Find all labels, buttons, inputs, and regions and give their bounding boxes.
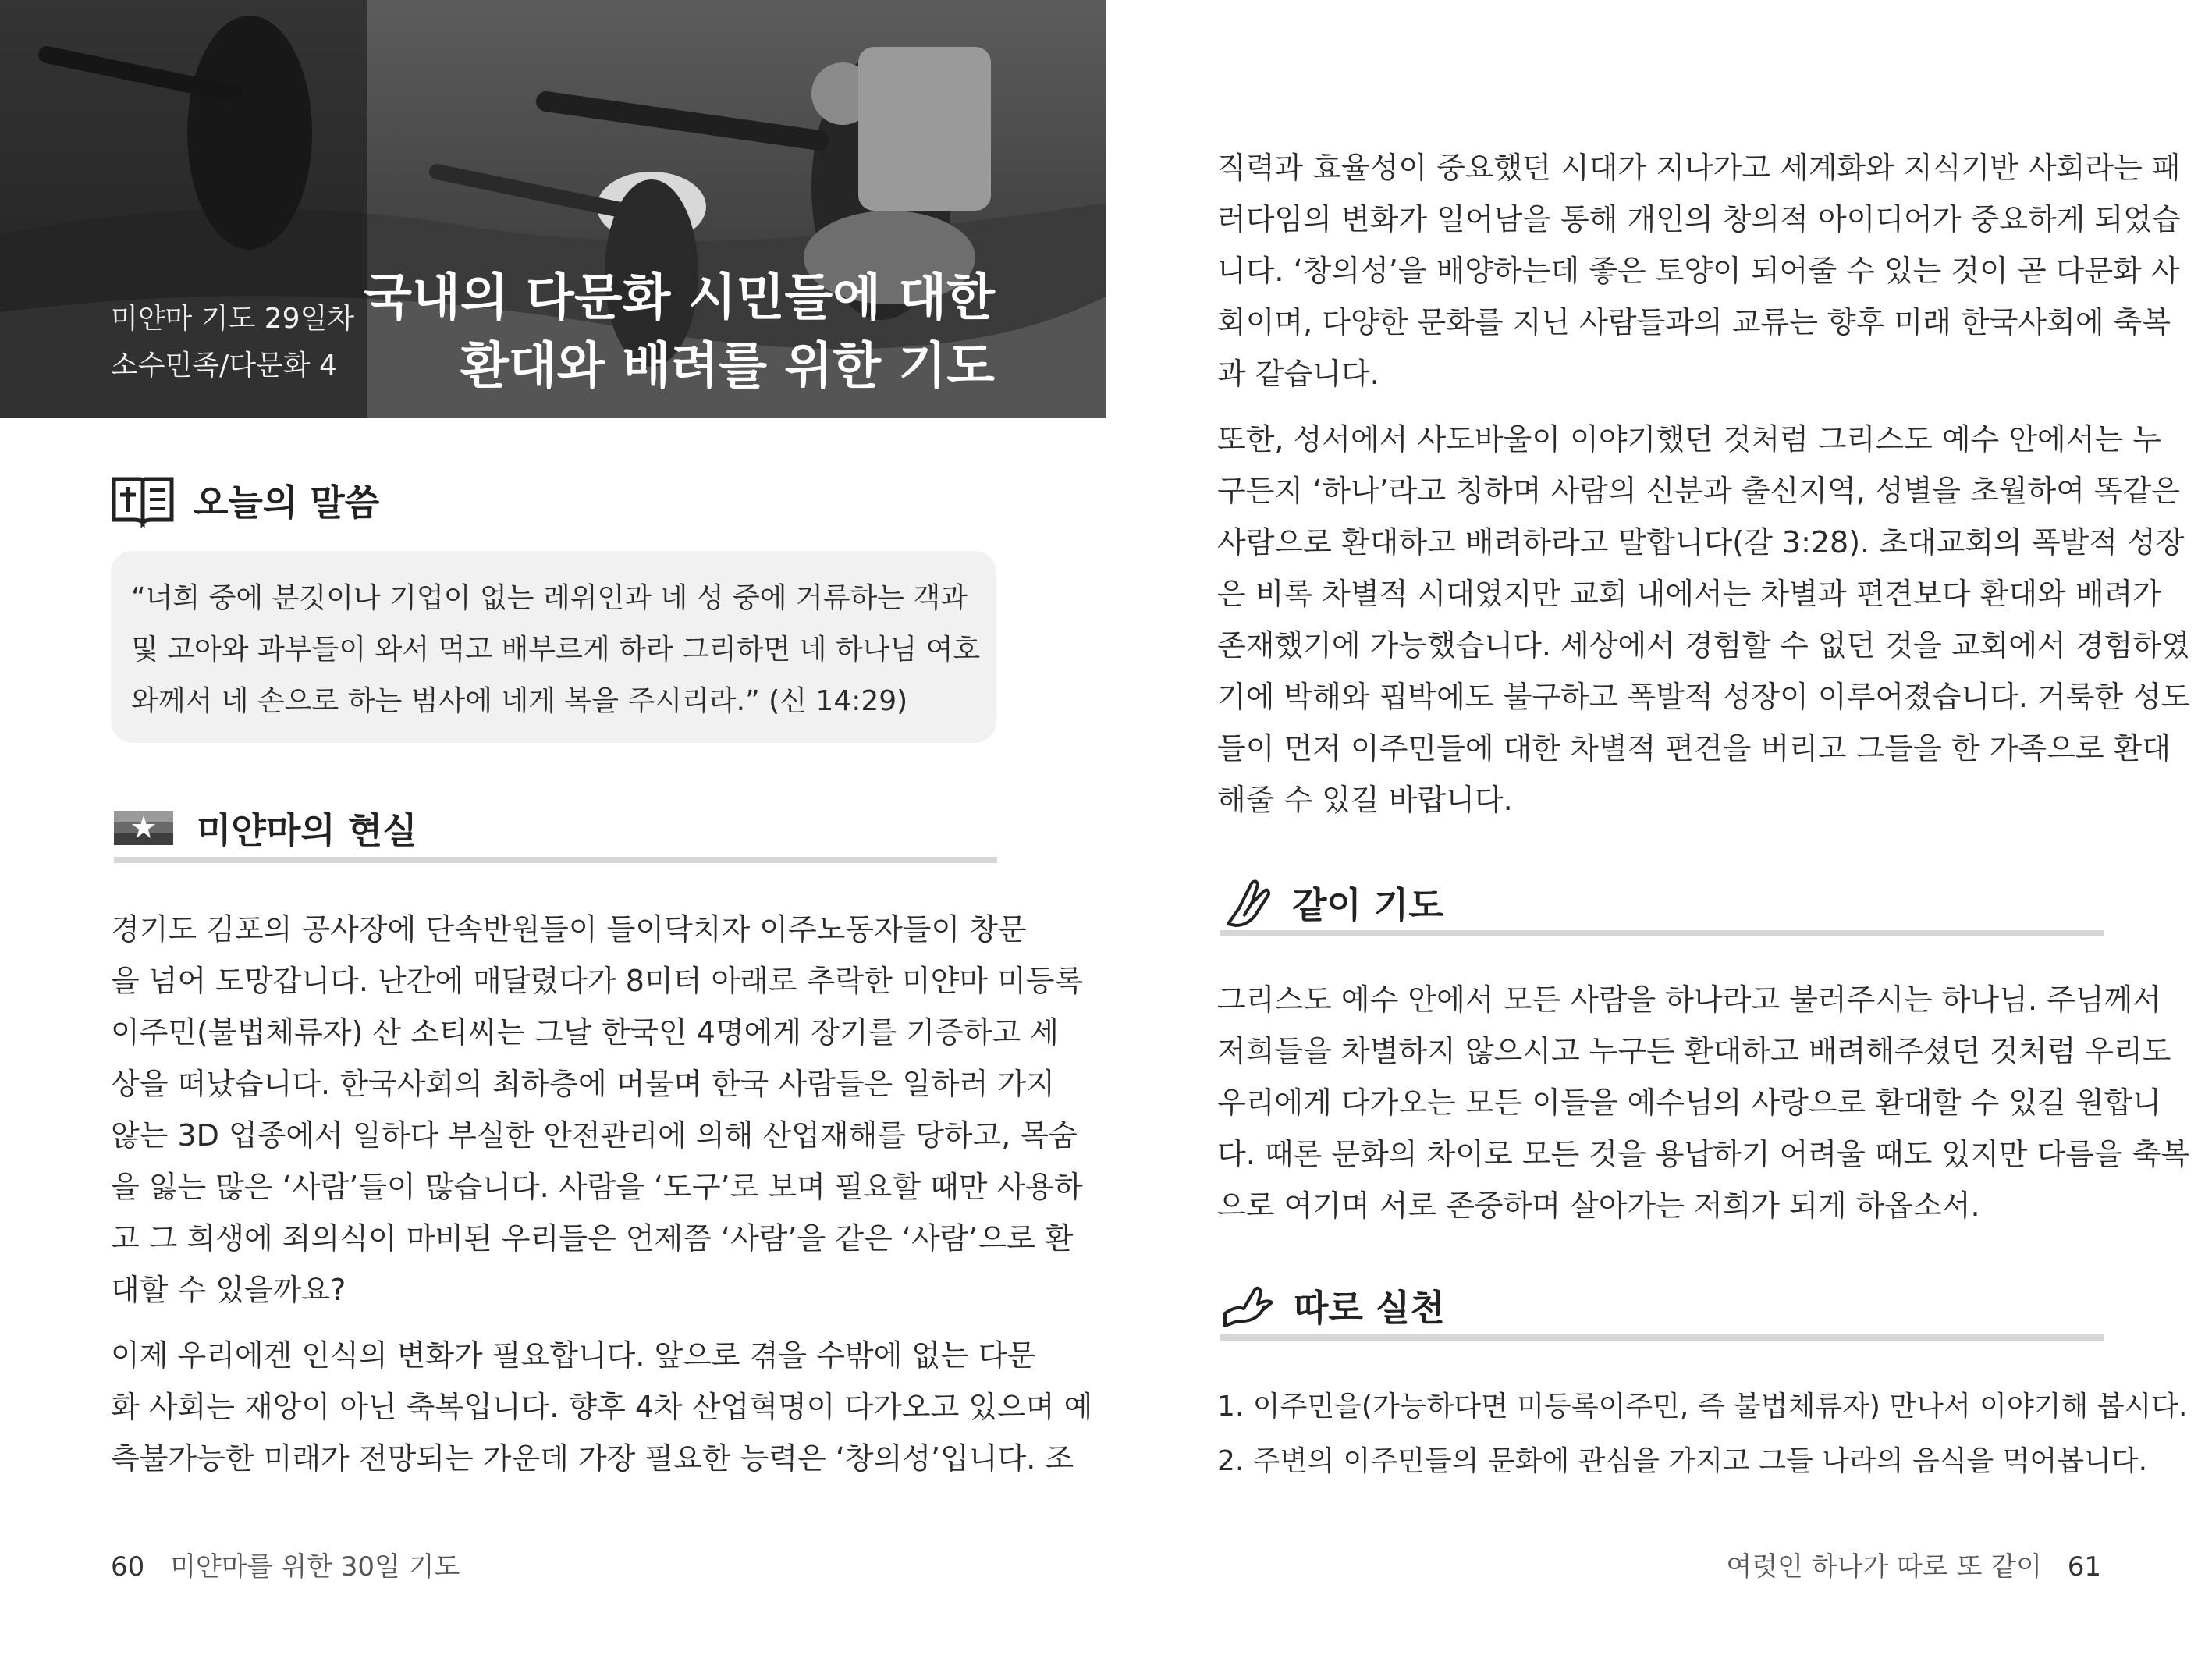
pray-section-header <box>1220 877 1443 929</box>
body-line: 고 그 희생에 죄의식이 마비된 우리들은 언제쯤 ‘사람’을 같은 ‘사람’으로 환 <box>111 1221 1074 1256</box>
verse-line: 와께서 네 손으로 하는 범사에 네게 복을 주시리라.” (신 14:29) <box>131 685 908 717</box>
reality-section-header <box>114 802 417 854</box>
practice-section-header <box>1220 1280 1445 1331</box>
prayer-line: 그리스도 예수 안에서 모든 사람을 하나라고 불러주시는 하나님. 주님께서 <box>1217 982 2161 1017</box>
body-line: 을 잃는 많은 ‘사람’들이 많습니다. 사람을 ‘도구’로 보며 필요할 때만 사용하 <box>111 1170 1083 1204</box>
body-line: 을 넘어 도망갑니다. 난간에 매달렸다가 8미터 아래로 추락한 미얀마 미등록 <box>111 964 1084 998</box>
dove-icon <box>1220 1282 1276 1329</box>
body-line: 러다임의 변화가 일어남을 통해 개인의 창의적 아이디어가 중요하게 되었습 <box>1217 202 2181 236</box>
body-line: 해줄 수 있길 바랍니다. <box>1217 783 1513 817</box>
body-line: 과 같습니다. <box>1217 357 1379 391</box>
header-photo <box>0 0 1106 418</box>
word-section-header <box>111 473 379 528</box>
body-line: 기에 박해와 핍박에도 불구하고 폭발적 성장이 이루어졌습니다. 거룩한 성도 <box>1217 680 2190 714</box>
body-line: 화 사회는 재앙이 아닌 축복입니다. 향후 4차 산업혁명이 다가오고 있으며 예 <box>111 1390 1093 1424</box>
body-line: 측불가능한 미래가 전망되는 가운데 가장 필요한 능력은 ‘창의성’입니다. 조 <box>111 1441 1074 1476</box>
page-title-line2: 환대와 배려를 위한 기도 <box>460 338 995 396</box>
word-section-label: 오늘의 말씀 <box>194 481 380 524</box>
bible-icon <box>111 473 175 528</box>
body-line: 존재했기에 가능했습니다. 세상에서 경험할 수 없던 것을 교회에서 경험하였 <box>1217 628 2190 663</box>
prayer-line: 으로 여기며 서로 존중하며 살아가는 저희가 되게 하옵소서. <box>1217 1188 1980 1223</box>
body-line: 들이 먼저 이주민들에 대한 차별적 편견을 버리고 그들을 한 가족으로 환대 <box>1217 731 2171 766</box>
body-line: 회이며, 다양한 문화를 지닌 사람들과의 교류는 향후 미래 한국사회에 축복 <box>1217 305 2171 339</box>
book-title: 미얀마를 위한 30일 기도 <box>170 1551 460 1583</box>
body-line: 이주민(불법체류자) 산 소티씨는 그날 한국인 4명에게 장기를 기증하고 세 <box>111 1015 1059 1050</box>
running-title: 여럿인 하나가 따로 또 같이 <box>1726 1551 2042 1583</box>
section-rule <box>1220 930 2104 936</box>
category-tag: 소수민족/다문화 4 <box>111 350 337 382</box>
section-rule <box>1220 1334 2104 1341</box>
body-line: 또한, 성서에서 사도바울이 이야기했던 것처럼 그리스도 예수 안에서는 누 <box>1217 422 2161 456</box>
section-rule <box>114 857 997 863</box>
body-line: 경기도 김포의 공사장에 단속반원들이 들이닥치자 이주노동자들이 창문 <box>111 912 1027 947</box>
body-line: 상을 떠났습니다. 한국사회의 최하층에 머물며 한국 사람들은 일하러 가지 <box>111 1067 1055 1101</box>
body-line: 니다. ‘창의성’을 배양하는데 좋은 토양이 되어줄 수 있는 것이 곧 다문화 사 <box>1217 254 2180 288</box>
left-footer <box>111 1545 460 1583</box>
right-footer <box>1726 1545 2101 1583</box>
verse-line: 및 고아와 과부들이 와서 먹고 배부르게 하라 그리하면 네 하나님 여호 <box>131 634 981 666</box>
prayer-line: 저희들을 차별하지 않으시고 누구든 환대하고 배려해주셨던 것처럼 우리도 <box>1217 1034 2171 1068</box>
praying-hands-icon <box>1220 877 1275 929</box>
body-line: 이제 우리에겐 인식의 변화가 필요합니다. 앞으로 겪을 수밖에 없는 다문 <box>111 1338 1036 1373</box>
page-title-line1: 국내의 다문화 시민들에 대한 <box>364 269 995 327</box>
body-line: 직력과 효율성이 중요했던 시대가 지나가고 세계화와 지식기반 사회라는 패 <box>1217 151 2181 185</box>
pray-section-label: 같이 기도 <box>1292 884 1443 926</box>
body-line: 은 비록 차별적 시대였지만 교회 내에서는 차별과 편견보다 환대와 배려가 <box>1217 577 2161 611</box>
page-number: 61 <box>2067 1551 2101 1583</box>
body-line: 구든지 ‘하나’라고 칭하며 사람의 신분과 출신지역, 성별을 초월하여 똑같은 <box>1217 474 2181 508</box>
reality-section-label: 미얀마의 현실 <box>197 809 417 851</box>
right-page <box>1106 0 2212 1659</box>
practice-item: 2. 주변의 이주민들의 문화에 관심을 가지고 그들 나라의 음식을 먹어봅니다. <box>1217 1445 2148 1477</box>
myanmar-flag-icon <box>114 811 173 845</box>
verse-line: “너희 중에 분깃이나 기업이 없는 레위인과 네 성 중에 거류하는 객과 <box>131 582 968 614</box>
page-number: 60 <box>111 1551 145 1583</box>
body-line: 대할 수 있을까요? <box>111 1273 346 1307</box>
body-line: 않는 3D 업종에서 일하다 부실한 안전관리에 의해 산업재해를 당하고, 목숨 <box>111 1118 1078 1153</box>
day-tag: 미얀마 기도 29일차 <box>111 303 355 335</box>
practice-item: 1. 이주민을(가능하다면 미등록이주민, 즉 불법체류자) 만나서 이야기해 봅시다. <box>1217 1391 2188 1423</box>
prayer-line: 다. 때론 문화의 차이로 모든 것을 용납하기 어려울 때도 있지만 다름을 축복 <box>1217 1137 2190 1171</box>
practice-section-label: 따로 실천 <box>1294 1287 1445 1329</box>
body-line: 사람으로 환대하고 배려하라고 말합니다(갈 3:28). 초대교회의 폭발적 성장 <box>1217 525 2185 560</box>
prayer-line: 우리에게 다가오는 모든 이들을 예수님의 사랑으로 환대할 수 있길 원합니 <box>1217 1085 2161 1120</box>
